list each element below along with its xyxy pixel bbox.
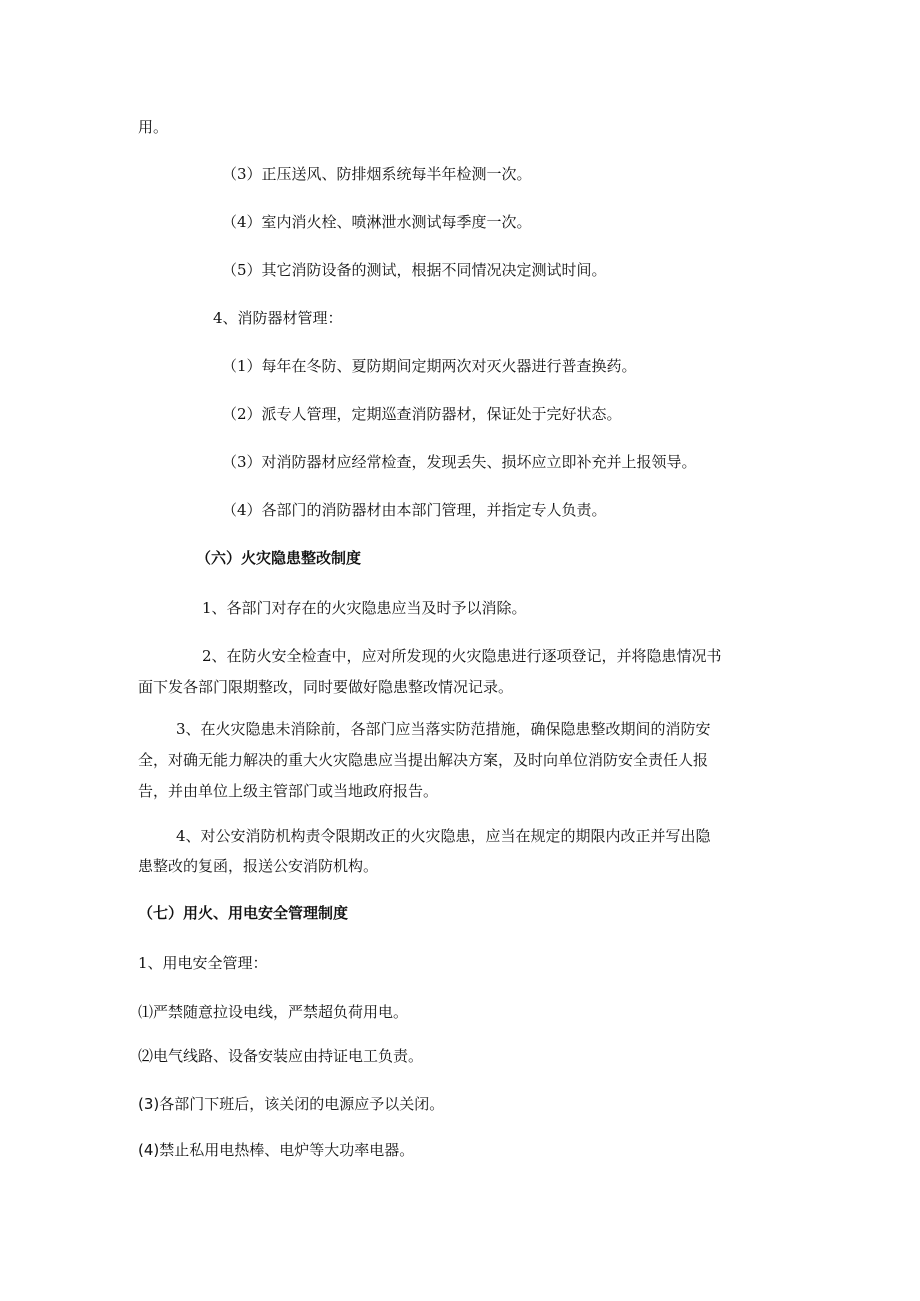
text-hazard-1: 1、各部门对存在的火灾隐患应当及时予以消除。	[202, 599, 527, 617]
text-equipment-4: （4）各部门的消防器材由本部门管理，并指定专人负责。	[222, 501, 607, 519]
text-equipment-3: （3）对消防器材应经常检查，发现丢失、损坏应立即补充并上报领导。	[222, 453, 697, 471]
text-electric-4: (4)禁止私用电热棒、电炉等大功率电器。	[138, 1141, 415, 1159]
subheading-electric-safety: 1、用电安全管理：	[138, 954, 268, 972]
heading-section-7: （七）用火、用电安全管理制度	[138, 904, 349, 922]
text-item-5-other-tests: （5）其它消防设备的测试，根据不同情况决定测试时间。	[222, 261, 607, 279]
text-electric-1: ⑴严禁随意拉设电线，严禁超负荷用电。	[138, 1003, 409, 1021]
text-electric-2: ⑵电气线路、设备安装应由持证电工负责。	[138, 1047, 424, 1065]
section-heading-equipment: 4、消防器材管理：	[213, 309, 343, 327]
text-hazard-2-line1: 2、在防火安全检查中，应对所发现的火灾隐患进行逐项登记，并将隐患情况书	[202, 647, 722, 665]
text-hazard-3-line3: 告，并由单位上级主管部门或当地政府报告。	[138, 782, 439, 800]
text-hazard-2-line2: 面下发各部门限期整改，同时要做好隐患整改情况记录。	[138, 678, 514, 696]
text-hazard-4-line1: 4、对公安消防机构责令限期改正的火灾隐患，应当在规定的期限内改正并写出隐	[176, 827, 711, 845]
heading-section-6: （六）火灾隐患整改制度	[196, 549, 362, 567]
text-electric-3: (3)各部门下班后，该关闭的电源应予以关闭。	[138, 1095, 445, 1113]
text-hazard-3-line1: 3、在火灾隐患未消除前，各部门应当落实防范措施，确保隐患整改期间的消防安	[176, 720, 711, 738]
text-item-3-pressurization: （3）正压送风、防排烟系统每半年检测一次。	[222, 165, 532, 183]
text-equipment-2: （2）派专人管理，定期巡查消防器材，保证处于完好状态。	[222, 405, 622, 423]
text-hazard-4-line2: 患整改的复函，报送公安消防机构。	[138, 857, 379, 875]
text-item-4-hydrant: （4）室内消火栓、喷淋泄水测试每季度一次。	[222, 213, 532, 231]
text-line-continuation: 用。	[138, 118, 169, 136]
text-hazard-3-line2: 全，对确无能力解决的重大火灾隐患应当提出解决方案，及时向单位消防安全责任人报	[138, 751, 709, 769]
text-equipment-1: （1）每年在冬防、夏防期间定期两次对灭火器进行普查换药。	[222, 357, 637, 375]
